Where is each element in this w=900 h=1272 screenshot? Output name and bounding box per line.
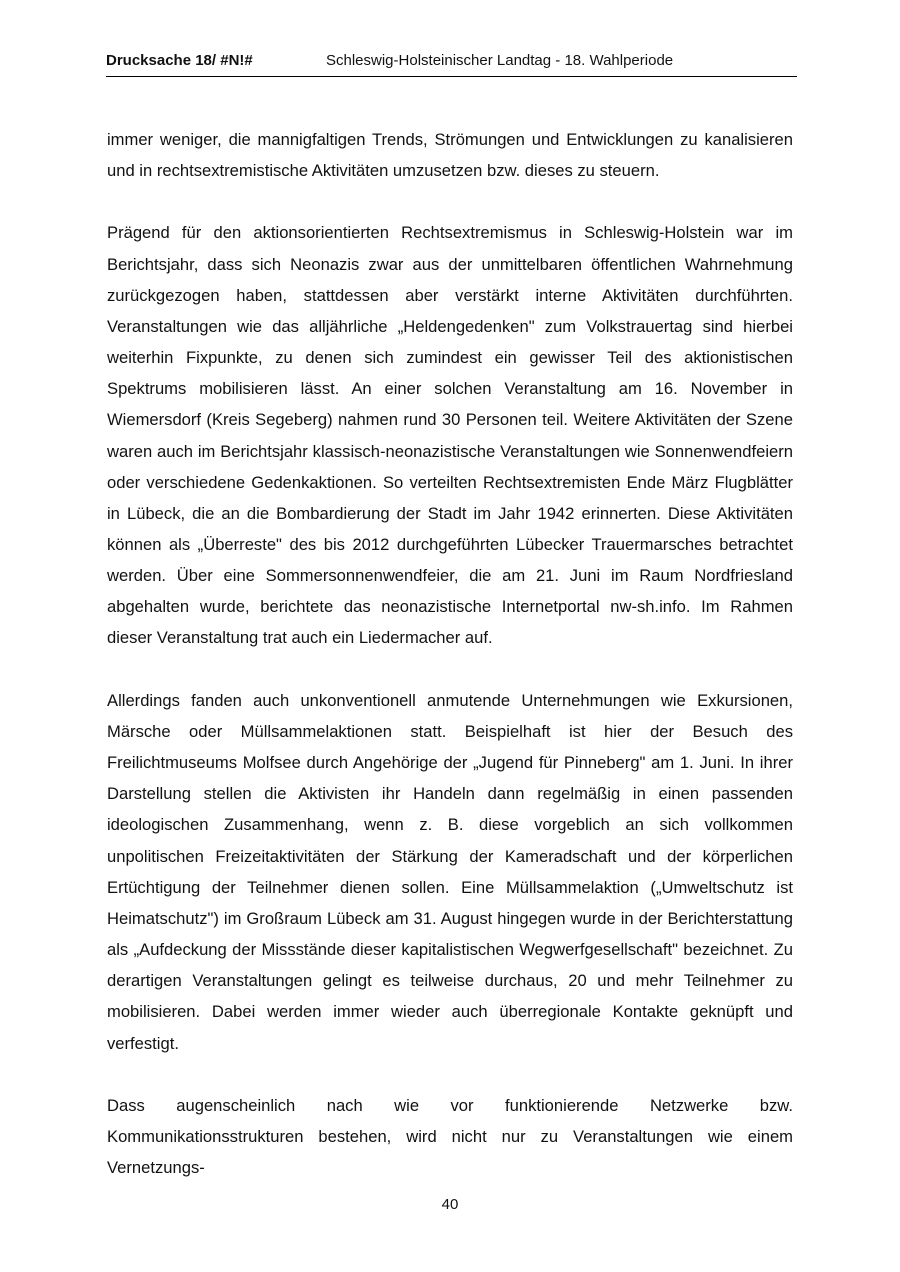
parliament-title: Schleswig-Holsteinischer Landtag - 18. Wahlperiode (326, 52, 674, 69)
paragraph: Prägend für den aktionsorientierten Rechtsextremismus in Schleswig-Holstein war im Berichtsjahr, dass sich Neonazis zwar aus der unmittelbaren öffentlichen Wahrnehmung zurückgezogen haben, stattdessen aber verstärkt interne Aktivitäten durchführten. Veranstaltungen wie das alljährliche „Heldengedenken" zum Volkstrauertag sind hierbei weiterhin Fixpunkte, zu denen sich zumindest ein gewisser Teil des aktionistischen Spektrums mobilisieren lässt. An einer solchen Veranstaltung am 16. November in Wiemersdorf (Kreis Segeberg) nahmen rund 30 Personen teil. Weitere Aktivitäten der Szene waren auch im Berichtsjahr klassisch-neonazistische Veranstaltungen wie Sonnenwendfeiern oder verschiedene Gedenkaktionen. So verteilten Rechtsextremisten Ende März Flugblätter in Lübeck, die an die Bombardierung der Stadt im Jahr 1942 erinnerten. Diese Aktivitäten können als „Überreste" des bis 2012 durchgeführten Lübecker Trauermarsches betrachtet werden. Über eine Sommersonnenwendfeier, die am 21. Juni im Raum Nordfriesland abgehalten wurde, berichtete das neonazistische Internetportal nw-sh.info. Im Rahmen dieser Veranstaltung trat auch ein Liedermacher auf. (107, 223, 793, 648)
page-header (106, 50, 797, 77)
page-number: 40 (441, 1196, 459, 1213)
paragraph: Allerdings fanden auch unkonventionell anmutende Unternehmungen wie Exkursionen, Märsche oder Müllsammelaktionen statt. Beispielhaft ist hier der Besuch des Freilichtmuseums Molfsee durch Angehörige der „Jugend für Pinneberg" am 1. Juni. In ihrer Darstellung stellen die Aktivisten ihr Handeln dann regelmäßig in einen passenden ideologischen Zusammenhang, wenn z. B. diese vorgeblich an sich vollkommen unpolitischen Freizeitaktivitäten der Stärkung der Kameradschaft und der körperlichen Ertüchtigung der Teilnehmer dienen sollen. Eine Müllsammelaktion („Umweltschutz ist Heimatschutz") im Großraum Lübeck am 31. August hingegen wurde in der Berichterstattung als „Aufdeckung der Missstände dieser kapitalistischen Wegwerfgesellschaft" bezeichnet. Zu derartigen Veranstaltungen gelingt es teilweise durchaus, 20 und mehr Teilnehmer zu mobilisieren. Dabei werden immer wieder auch überregionale Kontakte geknüpft und verfestigt. (107, 690, 793, 1053)
document-id: Drucksache 18/ #N!# (106, 52, 253, 69)
paragraph: Dass augenscheinlich nach wie vor funktionierende Netzwerke bzw. Kommunikationsstrukturen bestehen, wird nicht nur zu Veranstaltungen wie einem Vernetzungs- (107, 1095, 793, 1178)
body-text (107, 124, 793, 1183)
paragraph: immer weniger, die mannigfaltigen Trends, Strömungen und Entwicklungen zu kanalisieren und in rechtsextremistische Aktivitäten umzusetzen bzw. dieses zu steuern. (107, 130, 793, 181)
